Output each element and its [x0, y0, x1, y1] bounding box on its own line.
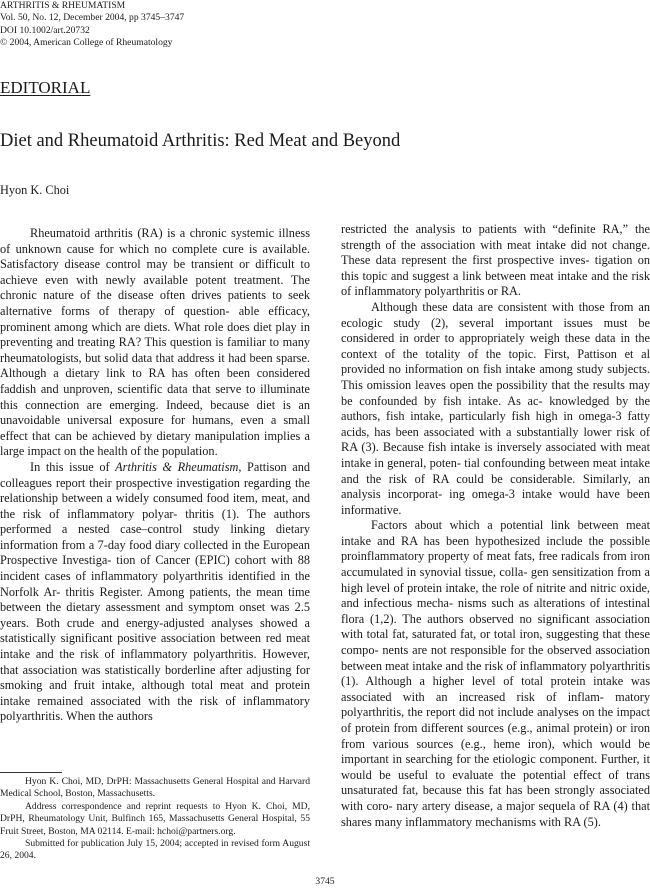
- footnote-affiliation: Hyon K. Choi, MD, DrPH: Massachusetts General Hospital and Harvard Medical School, Boston, Massachusetts.: [0, 776, 310, 800]
- footnotes: [0, 776, 310, 863]
- page-number: 3745: [315, 876, 335, 887]
- volume-line: Vol. 50, No. 12, December 2004, pp 3745–3747: [0, 12, 185, 24]
- copyright-line: © 2004, American College of Rheumatology: [0, 37, 173, 49]
- doi-line: DOI 10.1002/art.20732: [0, 24, 90, 36]
- article-title: Diet and Rheumatoid Arthritis: Red Meat and Beyond: [0, 131, 401, 151]
- paragraph-1: Rheumatoid arthritis (RA) is a chronic systemic illness of unknown cause for which no complete cure is available. Satisfactory disease control may be transient or difficult to achieve even with newly available potent treatment. The chronic nature of the disease often drives patients to seek alternative forms of therapy of question- able efficacy, prominent among which are diets. What role does diet play in preventing and treating RA? This question is familiar to many rheumatologists, but solid data that address it had been sparse. Although a dietary link to RA has often been considered faddish and unproven, scientific data that serve to illuminate this connection are emerging. Indeed, because diet is an unavoidable universal exposure for humans, even a small effect that can be achieved by dietary manipulation implies a large impact on the health of the population.: [0, 226, 310, 459]
- body-column-right: [341, 222, 650, 830]
- paragraph-2: [0, 460, 310, 725]
- paragraph-2-continued: restricted the analysis to patients with “definite RA,” the strength of the association with meat intake did not change. These data represent the first prospective inves- tigation on this topic and suggest a link between meat intake and the risk of inflammatory polyarthritis or RA.: [341, 222, 650, 299]
- body-column-left: [0, 226, 310, 725]
- section-label: EDITORIAL: [0, 78, 91, 97]
- journal-name: ARTHRITIS & RHEUMATISM: [0, 0, 126, 11]
- paragraph-2-text: , Pattison and colleagues report their prospective investigation regarding the relationship between a widely consumed food item, meat, and the risk of inflammatory polyar- thritis (1). The authors performed a nested case–control study linking dietary information from a 7-day food diary collected in the European Prospective Investiga- tion of Cancer (EPIC) cohort with 88 incident cases of inflammatory polyarthritis identified in the Norfolk Ar- thritis Register. Among patients, the mean time between the dietary assessment and symptom onset was 2.5 years. Both crude and energy-adjusted analyses showed a statistically significant positive association between red meat intake and the risk of inflammatory polyarthritis. However, that association was statistically borderline after adjusting for smoking and fruit intake, although total meat and protein intake remained associated with the risk of inflammatory polyarthritis. When the authors: [0, 459, 310, 724]
- paragraph-3: Although these data are consistent with those from an ecologic study (2), several important issues must be considered in order to appropriately weigh these data in the context of the totality of the topic. First, Pattison et al provided no information on fish intake among study subjects. This omission leaves open the possibility that the results may be confounded by fish intake. As ac- knowledged by the authors, fish intake, particularly fish high in omega-3 fatty acids, has been associated with a substantially lower risk of RA (3). Because fish intake is inversely associated with meat intake in general, poten- tial confounding between meat intake and the risk of RA could be considerable. Similarly, an analysis incorporat- ing omega-3 intake would have been informative.: [341, 299, 650, 517]
- footnote-correspondence: Address correspondence and reprint requests to Hyon K. Choi, MD, DrPH, Rheumatology Unit, Bulfinch 165, Massachusetts General Hospital, 55 Fruit Street, Boston, MA 02114. E-mail: hchoi@partners.org.: [0, 800, 310, 837]
- masthead: [0, 0, 340, 50]
- article-author: Hyon K. Choi: [0, 183, 70, 197]
- footnote-rule: [0, 772, 62, 773]
- journal-italic: Arthritis & Rheumatism: [115, 459, 239, 474]
- paragraph-2-lead: In this issue of: [30, 459, 116, 474]
- paragraph-4: Factors about which a potential link between meat intake and RA has been hypothesized include the possible proinflammatory property of meat fats, free radicals from iron accumulated in synovial tissue, colla- gen sensitization from a high level of protein intake, the role of nitrite and nitric oxide, and infectious mecha- nisms such as alterations of intestinal flora (1,2). The authors observed no significant association with total fat, saturated fat, or total iron, suggesting that these compo- nents are not responsible for the observed association between meat intake and the risk of inflammatory polyarthritis (1). Although a higher level of total protein intake was associated with an increased risk of inflam- matory polyarthritis, the report did not include analyses on the impact of protein from different sources (e.g., animal protein) or iron from various sources (e.g., heme iron), which would be important in searching for the etiologic component. Further, it would be useful to evaluate the potential effect of trans unsaturated fat, because this fat has been strongly associated with coro- nary artery disease, a major sequela of RA (4) that shares many inflammatory mechanisms with RA (5).: [341, 518, 650, 829]
- footnote-dates: Submitted for publication July 15, 2004; accepted in revised form August 26, 2004.: [0, 838, 310, 862]
